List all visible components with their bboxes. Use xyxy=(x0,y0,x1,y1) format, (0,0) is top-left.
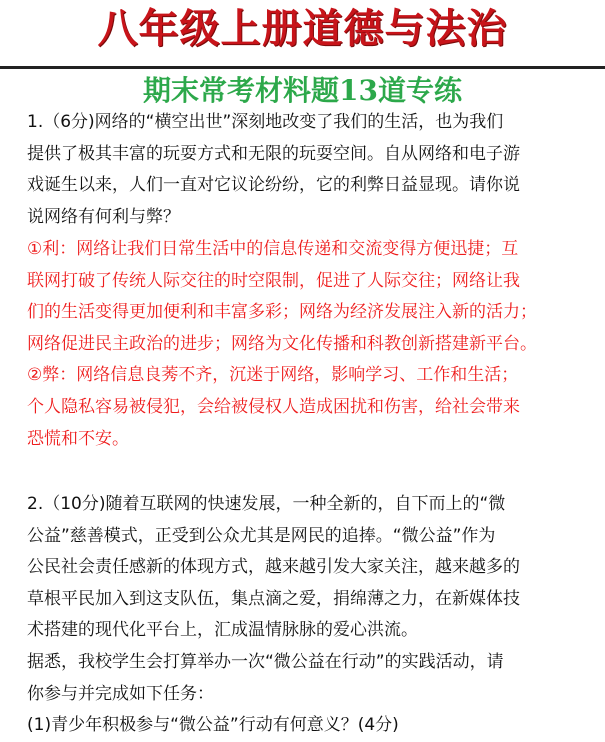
question-text-line: 术搭建的现代化平台上，汇成温情脉脉的爱心洪流。 xyxy=(27,620,418,641)
document-subtitle: 期末常考材料题13道专练 xyxy=(143,74,462,107)
question-text-line: 草根平民加入到这支队伍，集点滴之爱，捐绵薄之力，在新媒体技 xyxy=(27,588,520,609)
question-text-line: 据悉，我校学生会打算举办一次“微公益在行动”的实践活动，请 xyxy=(27,651,504,672)
question-1-answer xyxy=(27,234,587,455)
question-text-line: 戏诞生以来，人们一直对它议论纷纷，它的利弊日益显现。请你说 xyxy=(27,175,520,196)
answer-line: 们的生活变得更加便利和丰富多彩；网络为经济发展注入新的活力； xyxy=(27,302,537,323)
question-text-line: 1.（6分)网络的“横空出世”深刻地改变了我们的生活，也为我们 xyxy=(27,112,504,132)
question-2 xyxy=(27,489,587,742)
answer-line: 联网打破了传统人际交往的时空限制，促进了人际交往；网络让我 xyxy=(27,270,520,291)
question-text-line: 公益”慈善模式，正受到公众尤其是网民的追捧。“微公益”作为 xyxy=(27,525,496,546)
question-text-line: 2.（10分)随着互联网的快速发展，一种全新的，自下而上的“微 xyxy=(27,494,506,514)
answer-line: 个人隐私容易被侵犯，会给被侵权人造成困扰和伤害，给社会带来 xyxy=(27,396,520,417)
question-text-line: 你参与并完成如下任务： xyxy=(27,683,214,704)
question-text-line: 说网络有何利与弊？ xyxy=(27,206,180,227)
answer-line: 网络促进民主政治的进步；网络为文化传播和科教创新搭建新平台。 xyxy=(27,333,537,354)
answer-line: 恐慌和不安。 xyxy=(27,428,129,449)
document-title: 八年级上册道德与法治 xyxy=(97,6,508,52)
question-text-line: 提供了极其丰富的玩耍方式和无限的玩耍空间。自从网络和电子游 xyxy=(27,143,520,164)
answer-line: ①利：网络让我们日常生活中的信息传递和交流变得方便迅捷；互 xyxy=(27,239,519,259)
question-text-line: 公民社会责任感新的体现方式，越来越引发大家关注，越来越多的 xyxy=(27,557,520,578)
answer-line: ②弊：网络信息良莠不齐，沉迷于网络，影响学习、工作和生活； xyxy=(27,365,519,386)
question-1 xyxy=(27,107,587,233)
sub-question-line: (1)青少年积极参与“微公益”行动有何意义？(4分) xyxy=(27,715,399,736)
